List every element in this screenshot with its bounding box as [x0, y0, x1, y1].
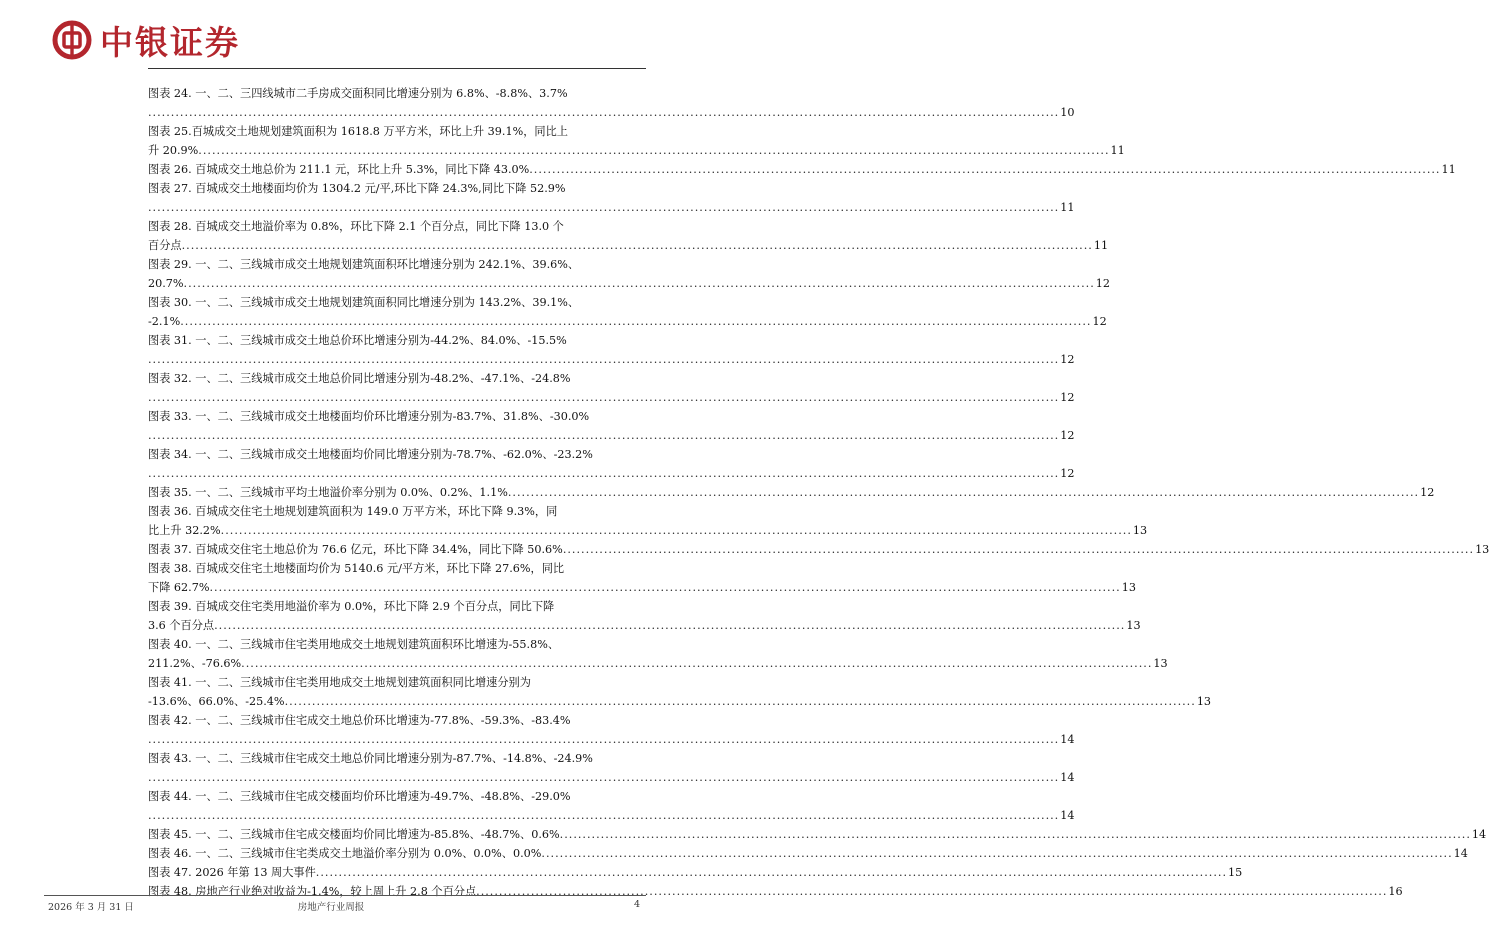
toc-entry-text: 3.6 个百分点 [148, 619, 215, 632]
toc-leader-dots: ........................................................................................................................................................................................................ [209, 581, 1121, 594]
toc-entry-text: 图表 37. 百城成交住宅土地总价为 76.6 亿元，环比下降 34.4%，同比下降 50.6% [148, 543, 563, 556]
toc-entry-text: 211.2%、-76.6% [148, 657, 242, 670]
toc-page-number: 13 [1153, 657, 1168, 670]
toc-page-number: 14 [1060, 809, 1075, 822]
toc-leader-dots: ........................................................................................................................................................................................................ [148, 467, 1060, 480]
toc-leader-dots: ........................................................................................................................................................................................................ [181, 239, 1093, 252]
toc-entry[interactable] [148, 255, 1111, 293]
toc-page-number: 10 [1060, 106, 1075, 119]
toc-page-number: 12 [1060, 429, 1075, 442]
toc-page-number: 13 [1132, 524, 1148, 537]
toc-entry-text: 20.7% [148, 277, 184, 290]
toc-entry-text: 图表 29. 一、二、三线城市成交土地规划建筑面积环比增速分别为 242.1%、39.6%、 [148, 258, 580, 271]
toc-entry-text: 图表 42. 一、二、三线城市住宅成交土地总价环比增速为-77.8%、-59.3%、-83.4% [148, 714, 571, 727]
toc-entry-text: 图表 34. 一、二、三线城市成交土地楼面均价同比增速分别为-78.7%、-62.0%、-23.2% [148, 448, 593, 461]
toc-entry[interactable] [148, 217, 1109, 255]
toc-leader-dots: ........................................................................................................................................................................................................ [148, 201, 1060, 214]
footer-divider [44, 895, 646, 896]
footer-date: 2026 年 3 月 31 日 [48, 902, 134, 913]
toc-entry-text: 图表 31. 一、二、三线城市成交土地总价环比增速分别为-44.2%、84.0%、-15.5% [148, 334, 567, 347]
toc-page-number: 15 [1228, 866, 1243, 879]
toc-page-number: 12 [1095, 277, 1111, 290]
toc-page-number: 14 [1060, 733, 1075, 746]
toc-leader-dots: ........................................................................................................................................................................................................ [148, 106, 1060, 119]
toc-entry[interactable] [148, 825, 1487, 844]
toc-page-number: 13 [1126, 619, 1141, 632]
toc-entry-text: 图表 38. 百城成交住宅土地楼面均价为 5140.6 元/平方米，环比下降 27.6%，同比 [148, 562, 565, 575]
toc-entry[interactable] [148, 540, 1489, 559]
toc-entry-text: 图表 33. 一、二、三线城市成交土地楼面均价环比增速分别为-83.7%、31.8%、-30.0% [148, 410, 590, 423]
toc-entry[interactable] [148, 711, 1075, 749]
toc-leader-dots: ........................................................................................................................................................................................................ [529, 163, 1441, 176]
toc-leader-dots: ........................................................................................................................................................................................................ [148, 733, 1060, 746]
toc-entry[interactable] [148, 863, 1243, 882]
toc-entry-text: 图表 48. 房地产行业绝对收益为-1.4%，较上周上升 2.8 个百分点 [148, 885, 477, 898]
toc-leader-dots: ........................................................................................................................................................................................................ [148, 429, 1060, 442]
toc-entry[interactable] [148, 331, 1075, 369]
toc-page-number: 11 [1110, 144, 1125, 157]
toc-leader-dots: ........................................................................................................................................................................................................ [148, 771, 1060, 784]
footer-report-title: 房地产行业周报 [297, 902, 365, 913]
toc-entry[interactable] [148, 179, 1075, 217]
toc-entry[interactable] [148, 749, 1075, 787]
toc-entry[interactable] [148, 160, 1456, 179]
toc-entry-text: 图表 30. 一、二、三线城市成交土地规划建筑面积同比增速分别为 143.2%、39.1%、 [148, 296, 580, 309]
toc-page-number: 12 [1060, 353, 1075, 366]
toc-entry-text: 图表 44. 一、二、三线城市住宅成交楼面均价环比增速为-49.7%、-48.8%、-29.0% [148, 790, 571, 803]
toc-entry[interactable] [148, 844, 1468, 863]
toc-leader-dots: ........................................................................................................................................................................................................ [148, 391, 1060, 404]
toc-page-number: 12 [1060, 467, 1075, 480]
company-logo [52, 18, 240, 62]
toc-entry[interactable] [148, 597, 1141, 635]
header-divider [148, 68, 646, 69]
toc-entry-text: 图表 39. 百城成交住宅类用地溢价率为 0.0%，环比下降 2.9 个百分点，同比下降 [148, 600, 555, 613]
toc-leader-dots: ........................................................................................................................................................................................................ [562, 543, 1475, 556]
toc-leader-dots: ........................................................................................................................................................................................................ [241, 657, 1153, 670]
toc-entry-text: 图表 35. 一、二、三线城市平均土地溢价率分别为 0.0%、0.2%、1.1% [148, 486, 508, 499]
toc-entry-text: 图表 43. 一、二、三线城市住宅成交土地总价同比增速分别为-87.7%、-14.8%、-24.9% [148, 752, 593, 765]
toc-entry-text: 图表 47. 2026 年第 13 周大事件 [148, 866, 316, 879]
brand-name: 中银证券 [100, 22, 240, 62]
toc-entry-text: 图表 36. 百城成交住宅土地规划建筑面积为 149.0 万平方米，环比下降 9.3%，同 [148, 505, 558, 518]
toc-leader-dots: ........................................................................................................................................................................................................ [315, 866, 1228, 879]
toc-entry[interactable] [148, 369, 1075, 407]
bank-of-china-emblem-icon [52, 20, 92, 60]
toc-page-number: 14 [1471, 828, 1487, 841]
toc-leader-dots: ........................................................................................................................................................................................................ [559, 828, 1471, 841]
toc-leader-dots: ........................................................................................................................................................................................................ [198, 144, 1110, 157]
toc-leader-dots: ........................................................................................................................................................................................................ [148, 809, 1060, 822]
toc-entry[interactable] [148, 635, 1168, 673]
toc-page-number: 14 [1453, 847, 1468, 860]
toc-page-number: 11 [1060, 201, 1075, 214]
toc-entry[interactable] [148, 84, 1075, 122]
toc-leader-dots: ........................................................................................................................................................................................................ [541, 847, 1453, 860]
toc-entry[interactable] [148, 787, 1075, 825]
toc-entry[interactable] [148, 407, 1075, 445]
toc-entry[interactable] [148, 122, 1125, 160]
toc-page-number: 11 [1093, 239, 1109, 252]
toc-entry-text: 图表 46. 一、二、三线城市住宅类成交土地溢价率分别为 0.0%、0.0%、0.0% [148, 847, 542, 860]
table-of-figures [148, 84, 1489, 901]
toc-entry[interactable] [148, 559, 1136, 597]
toc-page-number: 12 [1420, 486, 1435, 499]
toc-entry-text: 图表 27. 百城成交土地楼面均价为 1304.2 元/平,环比下降 24.3%,同比下降 52.9% [148, 182, 566, 195]
toc-leader-dots: ........................................................................................................................................................................................................ [183, 277, 1095, 290]
toc-entry[interactable] [148, 293, 1107, 331]
toc-leader-dots: ........................................................................................................................................................................................................ [220, 524, 1132, 537]
toc-page-number: 11 [1441, 163, 1456, 176]
toc-entry[interactable] [148, 483, 1435, 502]
toc-entry-text: -2.1% [148, 315, 181, 328]
toc-entry-text: 图表 32. 一、二、三线城市成交土地总价同比增速分别为-48.2%、-47.1%、-24.8% [148, 372, 571, 385]
toc-page-number: 14 [1060, 771, 1075, 784]
toc-entry-text: 比上升 32.2% [148, 524, 221, 537]
toc-entry-text: 图表 28. 百城成交土地溢价率为 0.8%，环比下降 2.1 个百分点，同比下降 13.0 个 [148, 220, 564, 233]
toc-page-number: 12 [1092, 315, 1107, 328]
toc-entry-text: 图表 45. 一、二、三线城市住宅成交楼面均价同比增速为-85.8%、-48.7%、0.6% [148, 828, 560, 841]
toc-leader-dots: ........................................................................................................................................................................................................ [214, 619, 1126, 632]
toc-entry-text: 升 20.9% [148, 144, 199, 157]
page-number: 4 [633, 899, 640, 910]
toc-entry-text: -13.6%、66.0%、-25.4% [148, 695, 285, 708]
toc-entry[interactable] [148, 445, 1075, 483]
toc-entry-text: 图表 25.百城成交土地规划建筑面积为 1618.8 万平方米，环比上升 39.1%，同比上 [148, 125, 568, 138]
toc-entry-text: 图表 40. 一、二、三线城市住宅类用地成交土地规划建筑面积环比增速为-55.8%、 [148, 638, 560, 651]
toc-page-number: 13 [1475, 543, 1489, 556]
toc-entry[interactable] [148, 673, 1212, 711]
toc-leader-dots: ........................................................................................................................................................................................................ [284, 695, 1196, 708]
toc-leader-dots: ........................................................................................................................................................................................................ [148, 353, 1060, 366]
toc-page-number: 16 [1388, 885, 1403, 898]
toc-entry-text: 下降 62.7% [148, 581, 210, 594]
toc-entry-text: 图表 26. 百城成交土地总价为 211.1 元，环比上升 5.3%，同比下降 43.0% [148, 163, 530, 176]
toc-entry[interactable] [148, 502, 1148, 540]
toc-page-number: 12 [1060, 391, 1075, 404]
toc-leader-dots: ........................................................................................................................................................................................................ [180, 315, 1092, 328]
toc-leader-dots: ........................................................................................................................................................................................................ [507, 486, 1420, 499]
toc-entry-text: 百分点 [148, 239, 182, 252]
toc-entry-text: 图表 24. 一、二、三四线城市二手房成交面积同比增速分别为 6.8%、-8.8%、3.7% [148, 87, 568, 100]
toc-entry-text: 图表 41. 一、二、三线城市住宅类用地成交土地规划建筑面积同比增速分别为 [148, 676, 531, 689]
toc-page-number: 13 [1196, 695, 1212, 708]
toc-page-number: 13 [1121, 581, 1136, 594]
toc-leader-dots: ........................................................................................................................................................................................................ [476, 885, 1388, 898]
